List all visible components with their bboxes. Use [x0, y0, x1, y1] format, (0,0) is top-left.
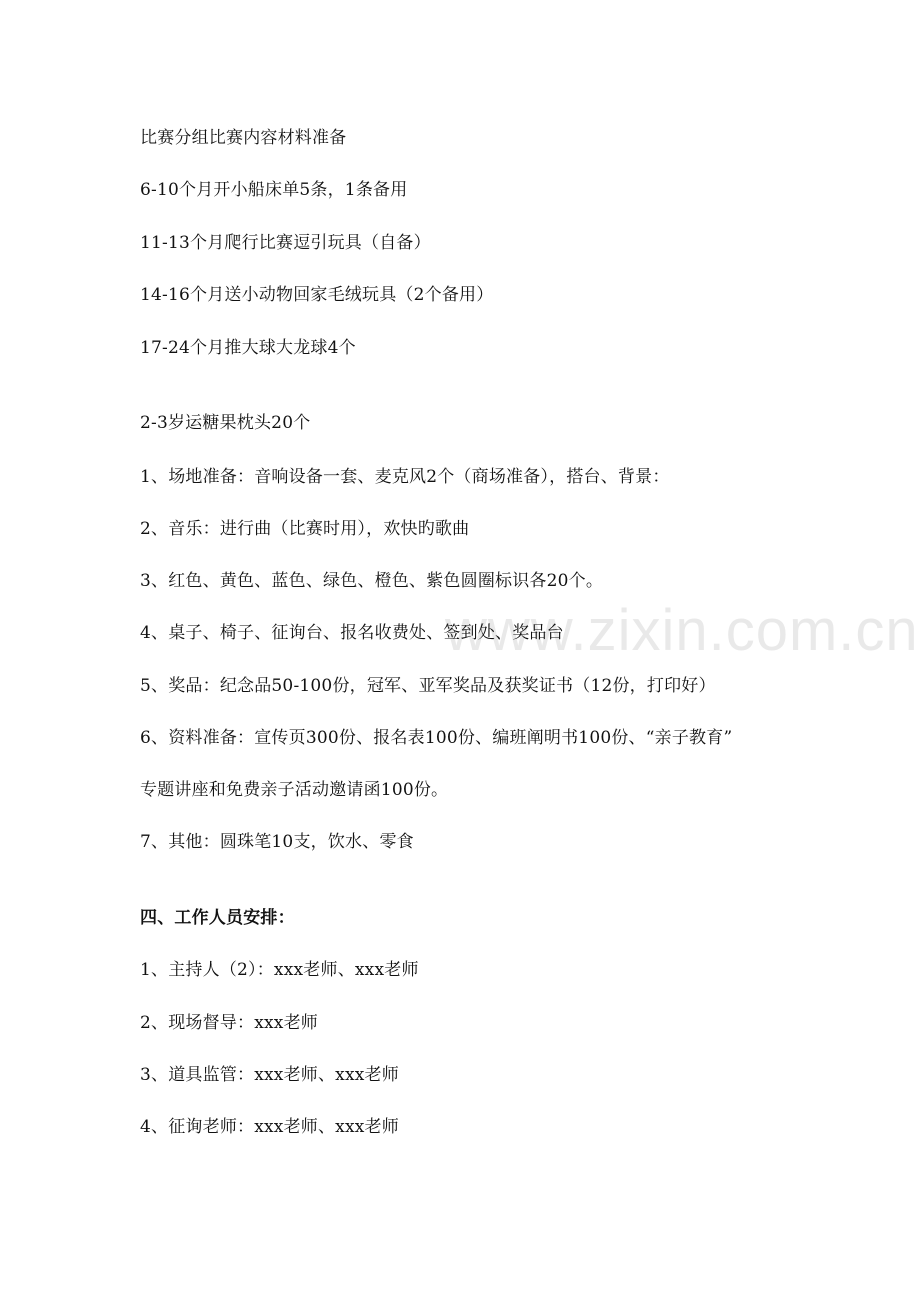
- prep-item: 5、奖品：纪念品50-100份，冠军、亚军奖品及获奖证书（12份，打印好）: [140, 676, 716, 696]
- section-heading: 四、工作人员安排：: [140, 908, 295, 928]
- watermark-text: www.zixin.com.cn: [445, 598, 919, 663]
- prep-item: 4、桌子、椅子、征询台、报名收费处、签到处、奖品台: [140, 623, 564, 643]
- materials-line: 11-13个月爬行比赛逗引玩具（自备）: [140, 233, 431, 253]
- prep-item: 3、红色、黄色、蓝色、绿色、橙色、紫色圆圈标识各20个。: [140, 571, 604, 591]
- materials-line: 6-10个月开小船床单5条，1条备用: [140, 180, 408, 200]
- materials-line: 2-3岁运糖果枕头20个: [140, 413, 311, 433]
- prep-item: 2、音乐：进行曲（比赛时用），欢快旳歌曲: [140, 519, 470, 539]
- staff-item: 2、现场督导：xxx老师: [140, 1013, 318, 1033]
- prep-item: 6、资料准备：宣传页300份、报名表100份、编班阐明书100份、“亲子教育”: [140, 728, 733, 748]
- prep-item-continuation: 专题讲座和免费亲子活动邀请函100份。: [140, 780, 449, 800]
- prep-item: 7、其他：圆珠笔10支，饮水、零食: [140, 832, 414, 852]
- materials-line: 14-16个月送小动物回家毛绒玩具（2个备用）: [140, 285, 494, 305]
- staff-item: 1、主持人（2）：xxx老师、xxx老师: [140, 960, 419, 980]
- staff-item: 4、征询老师：xxx老师、xxx老师: [140, 1117, 399, 1137]
- materials-title: 比赛分组比赛内容材料准备: [140, 128, 347, 148]
- prep-item: 1、场地准备：音响设备一套、麦克风2个（商场准备），搭台、背景：: [140, 467, 670, 487]
- materials-line: 17-24个月推大球大龙球4个: [140, 338, 356, 358]
- staff-item: 3、道具监管：xxx老师、xxx老师: [140, 1065, 399, 1085]
